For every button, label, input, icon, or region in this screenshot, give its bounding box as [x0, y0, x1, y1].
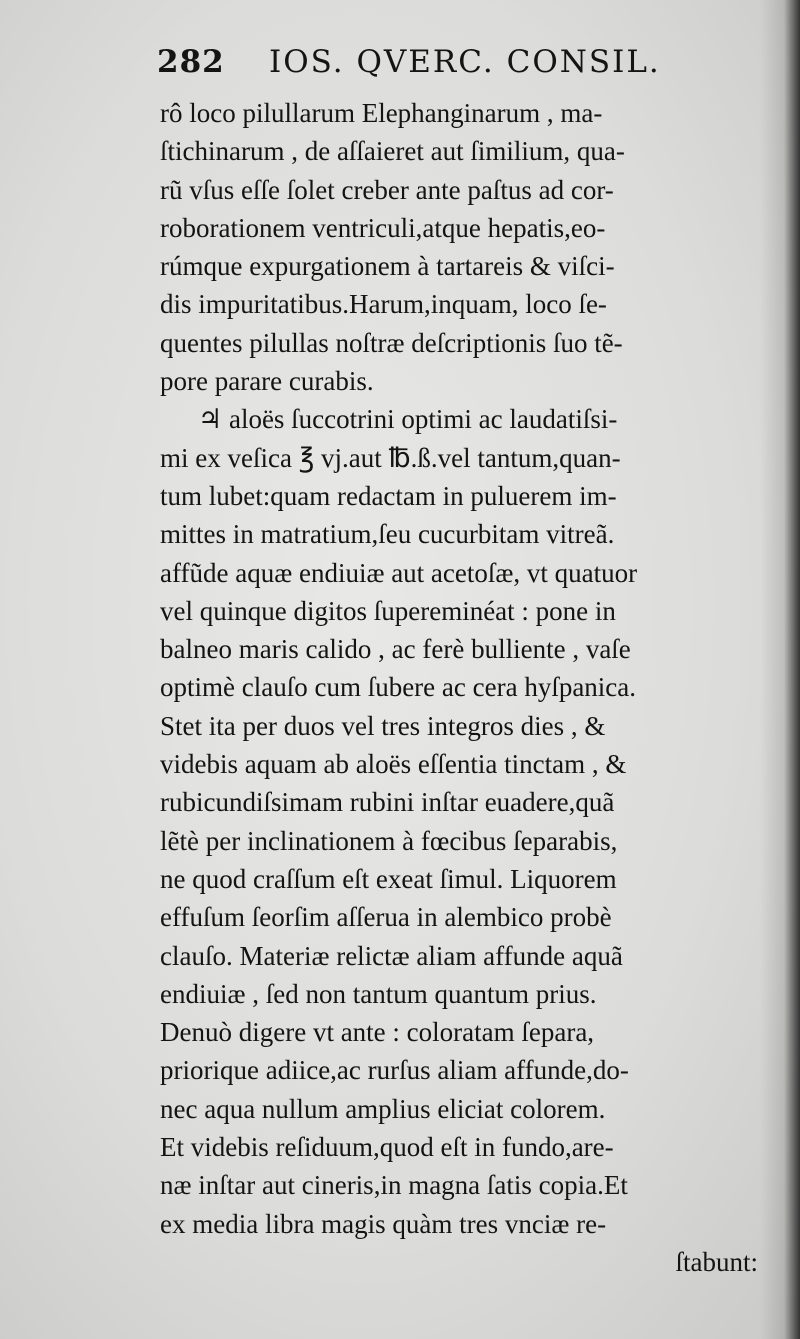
recipe-line: ♃ aloës ſuccotrini optimi ac laudatiſsi- — [198, 404, 618, 435]
text-line: næ inſtar aut cineris,in magna ſatis copia.Et — [160, 1170, 628, 1201]
text-line: priorique adiice,ac rurſus aliam affunde,do- — [160, 1055, 629, 1086]
text-line: ſtichinarum , de aſſaieret aut ſimilium, qua- — [160, 136, 625, 167]
text-line: quentes pilullas noſtræ deſcriptionis ſuo tẽ- — [160, 327, 623, 358]
running-head — [157, 44, 757, 88]
text-line: ne quod craſſum eſt exeat ſimul. Liquorem — [160, 863, 617, 894]
text-line: rũ vſus eſſe ſolet creber ante paſtus ad cor- — [160, 174, 614, 205]
text-line: videbis aquam ab aloës eſſentia tinctam , & — [160, 749, 627, 780]
text-line: effuſum ſeorſim aſſerua in alembico probè — [160, 902, 612, 933]
text-line: nec aqua nullum amplius eliciat colorem. — [160, 1093, 606, 1124]
text-line: dis impuritatibus.Harum,inquam, loco ſe- — [160, 289, 607, 320]
page-number: 282 — [157, 44, 225, 80]
text-line: affũde aquæ endiuiæ aut acetoſæ, vt quatuor — [160, 557, 638, 588]
text-line: optimè clauſo cum ſubere ac cera hyſpanica. — [160, 672, 637, 703]
text-line: Et videbis reſiduum,quod eſt in fundo,are- — [160, 1132, 614, 1163]
text-line: roborationem ventriculi,atque hepatis,eo- — [160, 212, 606, 243]
text-line: vel quinque digitos ſupereminéat : pone in — [160, 595, 616, 626]
text-line: ex media libra magis quàm tres vnciæ re- — [160, 1208, 607, 1239]
body-text — [160, 94, 760, 1281]
text-line: rúmque expurgationem à tartareis & viſci- — [160, 251, 615, 282]
text-line: rubicundiſsimam rubini inſtar euadere,quã — [160, 787, 615, 818]
text-line: Denuò digere vt ante : coloratam ſepara, — [160, 1017, 595, 1048]
text-line: balneo maris calido , ac ferè bulliente , vaſe — [160, 634, 631, 665]
text-line: mi ex veſica ℥ vj.aut ℔.ß.vel tantum,quan- — [160, 442, 621, 473]
page-edge-shadow — [760, 0, 800, 1339]
text-line: endiuiæ , ſed non tantum quantum prius. — [160, 978, 597, 1009]
text-line: lẽtè per inclinationem à fœcibus ſeparabis, — [160, 825, 618, 856]
text-line: rô loco pilullarum Elephanginarum , ma- — [160, 98, 603, 128]
text-line: clauſo. Materiæ relictæ aliam affunde aquã — [160, 940, 623, 971]
catchword-line: ſtabunt: — [675, 1246, 758, 1277]
running-title: IOS. QVERC. CONSIL. — [269, 44, 661, 80]
text-line: pore parare curabis. — [160, 366, 374, 397]
text-line: tum lubet:quam redactam in puluerem im- — [160, 480, 617, 511]
text-line: Stet ita per duos vel tres integros dies , & — [160, 710, 606, 741]
text-line: mittes in matratium,ſeu cucurbitam vitreã. — [160, 519, 615, 550]
